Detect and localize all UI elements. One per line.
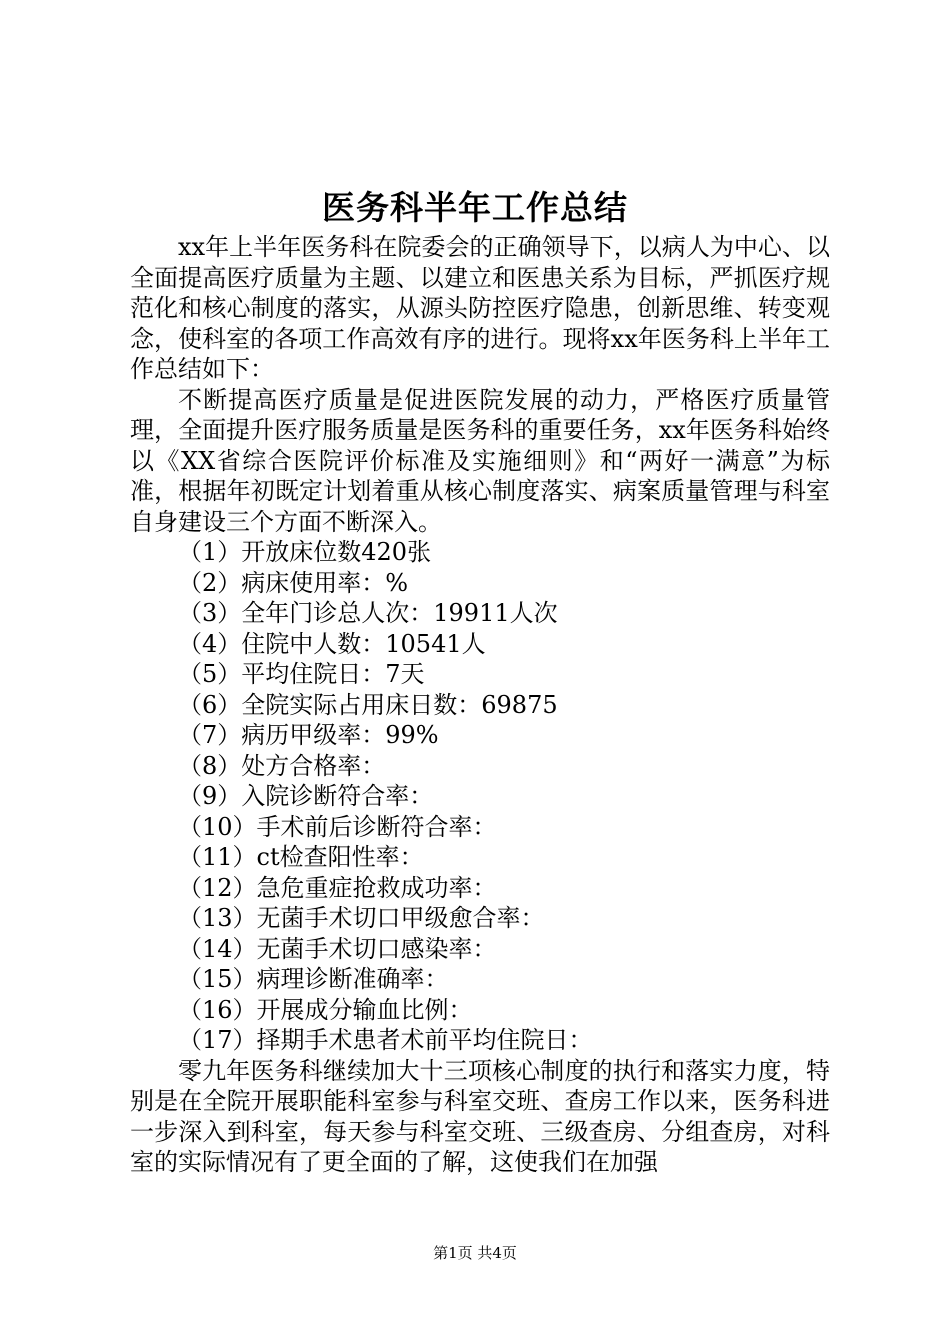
list-item: （5）平均住院日：7天 bbox=[178, 660, 425, 688]
list-item: （9）入院诊断符合率： bbox=[178, 782, 434, 810]
list-item: （11）ct检查阳性率： bbox=[178, 843, 424, 871]
closing-paragraph: 零九年医务科继续加大十三项核心制度的执行和落实力度，特别是在全院开展职能科室参与科室交班、查房工作以来，医务科进一步深入到科室，每天参与科室交班、三级查房、分组查房，对科室的实际情况有了更全面的了解，这使我们在加强 bbox=[130, 1056, 830, 1176]
list-item: （7）病历甲级率：99% bbox=[178, 721, 439, 749]
list-item: （8）处方合格率： bbox=[178, 751, 386, 780]
quality-paragraph: 不断提高医疗质量是促进医院发展的动力，严格医疗质量管理，全面提升医疗服务质量是医务科的重要任务，xx年医务科始终以《XX省综合医院评价标准及实施细则》和“两好一满意”为标准，根据年初既定计划着重从核心制度落实、病案质量管理与科室自身建设三个方面不断深入。 bbox=[130, 385, 830, 536]
page-number: 第1页 共4页 bbox=[433, 1244, 517, 1262]
list-item: （16）开展成分输血比例： bbox=[178, 995, 473, 1024]
list-item: （17）择期手术患者术前平均住院日： bbox=[178, 1026, 593, 1054]
list-item: （6）全院实际占用床日数：69875 bbox=[178, 690, 558, 719]
list-item: （4）住院中人数：10541人 bbox=[178, 629, 486, 658]
list-item: （14）无菌手术切口感染率： bbox=[178, 934, 497, 963]
list-item: （13）无菌手术切口甲级愈合率： bbox=[178, 904, 545, 932]
list-item: （12）急危重症抢救成功率： bbox=[178, 873, 497, 902]
document-body bbox=[130, 232, 830, 1178]
statistics-list bbox=[130, 537, 830, 1056]
list-item: （10）手术前后诊断符合率： bbox=[178, 812, 497, 841]
list-item: （15）病理诊断准确率： bbox=[178, 965, 449, 993]
intro-paragraph: xx年上半年医务科在院委会的正确领导下，以病人为中心、以全面提高医疗质量为主题、以建立和医患关系为目标，严抓医疗规范化和核心制度的落实，从源头防控医疗隐患，创新思维、转变观念，使科室的各项工作高效有序的进行。现将xx年医务科上半年工作总结如下： bbox=[130, 233, 830, 383]
document-title: 医务科半年工作总结 bbox=[322, 188, 628, 227]
list-item: （3）全年门诊总人次：19911人次 bbox=[178, 599, 558, 627]
list-item: （2）病床使用率：% bbox=[178, 568, 409, 597]
list-item: （1）开放床位数420张 bbox=[178, 538, 432, 566]
